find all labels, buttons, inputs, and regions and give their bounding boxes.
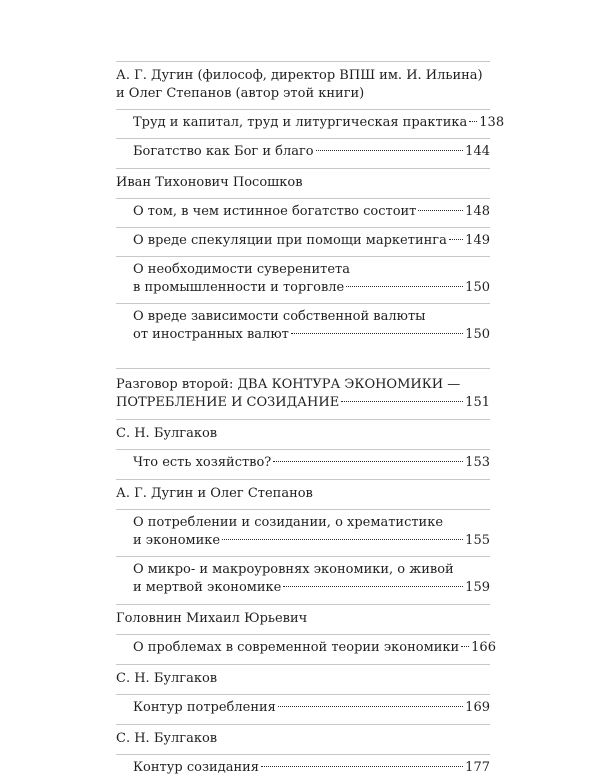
author-name-line: и Олег Степанов (автор этой книги) xyxy=(116,86,365,101)
leader-dots xyxy=(418,210,463,211)
page-number: 144 xyxy=(465,144,490,159)
entry-title-line: О проблемах в современной теории экономики xyxy=(133,640,460,655)
leader-dots xyxy=(341,401,463,402)
leader-dots xyxy=(273,461,463,462)
page-number: 149 xyxy=(465,233,490,248)
page-number: 159 xyxy=(465,580,490,595)
toc-entry[interactable] xyxy=(116,449,490,472)
author-name-line: Головнин Михаил Юрьевич xyxy=(116,611,308,626)
author-heading xyxy=(116,664,490,688)
entry-title-line: О потреблении и созидании, о хрематистике xyxy=(133,515,444,530)
page-number: 169 xyxy=(465,700,490,715)
entry-title-line: Что есть хозяйство? xyxy=(133,455,272,470)
entry-title-line: и экономике xyxy=(133,533,221,548)
entry-title-line: О вреде спекуляции при помощи маркетинга xyxy=(133,233,447,248)
entry-title-line: в промышленности и торговле xyxy=(133,280,345,295)
page-number: 150 xyxy=(465,280,490,295)
leader-dots xyxy=(283,586,463,587)
entry-title-line: О том, в чем истинное богатство состоит xyxy=(133,204,417,219)
leader-dots xyxy=(461,646,469,647)
author-heading xyxy=(116,604,490,628)
page-number: 148 xyxy=(465,204,490,219)
page-number: 155 xyxy=(465,533,490,548)
toc-entry[interactable] xyxy=(116,509,490,550)
author-name-line: С. Н. Булгаков xyxy=(116,426,218,441)
toc-entry[interactable] xyxy=(116,694,490,717)
author-heading xyxy=(116,61,490,103)
toc-entry[interactable] xyxy=(116,634,496,657)
entry-title-line: Контур потребления xyxy=(133,700,276,715)
chapter-title-line: Разговор второй: ДВА КОНТУРА ЭКОНОМИКИ — xyxy=(116,377,461,392)
page-number: 150 xyxy=(465,327,490,342)
entry-title-line: О вреде зависимости собственной валюты xyxy=(133,309,426,324)
entry-title-line: О необходимости суверенитета xyxy=(133,262,350,277)
author-heading xyxy=(116,724,490,748)
toc-part-2 xyxy=(116,419,496,777)
author-name-line: А. Г. Дугин и Олег Степанов xyxy=(116,486,313,501)
toc-entry[interactable] xyxy=(116,138,490,161)
chapter-heading[interactable] xyxy=(116,368,490,412)
chapter-title-line: ПОТРЕБЛЕНИЕ И СОЗИДАНИЕ xyxy=(116,395,340,410)
author-name-line: А. Г. Дугин (философ, директор ВПШ им. И. Ильина) xyxy=(116,68,483,83)
leader-dots xyxy=(449,239,463,240)
page-number: 151 xyxy=(465,395,490,410)
entry-title-line: и мертвой экономике xyxy=(133,580,282,595)
author-heading xyxy=(116,168,490,192)
leader-dots xyxy=(316,150,464,151)
toc-entry[interactable] xyxy=(116,109,505,132)
author-name-line: С. Н. Булгаков xyxy=(116,731,218,746)
author-heading xyxy=(116,419,490,443)
toc-entry[interactable] xyxy=(116,303,490,344)
author-name-line: Иван Тихонович Посошков xyxy=(116,175,303,190)
toc-entry[interactable] xyxy=(116,198,490,221)
leader-dots xyxy=(261,766,463,767)
leader-dots xyxy=(222,539,463,540)
toc-entry[interactable] xyxy=(116,754,490,777)
entry-title-line: О микро- и макроуровнях экономики, о живой xyxy=(133,562,454,577)
entry-title-line: Контур созидания xyxy=(133,760,259,775)
author-name-line: С. Н. Булгаков xyxy=(116,671,218,686)
entry-title-line: от иностранных валют xyxy=(133,327,289,342)
page-number: 166 xyxy=(471,640,496,655)
toc-entry[interactable] xyxy=(116,556,490,597)
leader-dots xyxy=(278,706,463,707)
page-number: 153 xyxy=(465,455,490,470)
toc-part-1 xyxy=(116,61,505,344)
leader-dots xyxy=(346,286,463,287)
entry-title-line: Труд и капитал, труд и литургическая практика xyxy=(133,115,468,130)
toc-entry[interactable] xyxy=(116,256,490,297)
page-number: 177 xyxy=(465,760,490,775)
leader-dots xyxy=(291,333,463,334)
author-heading xyxy=(116,479,490,503)
entry-title-line: Богатство как Бог и благо xyxy=(133,144,314,159)
leader-dots xyxy=(469,121,477,122)
toc-entry[interactable] xyxy=(116,227,490,250)
table-of-contents xyxy=(116,61,505,777)
page-number: 138 xyxy=(479,115,505,130)
